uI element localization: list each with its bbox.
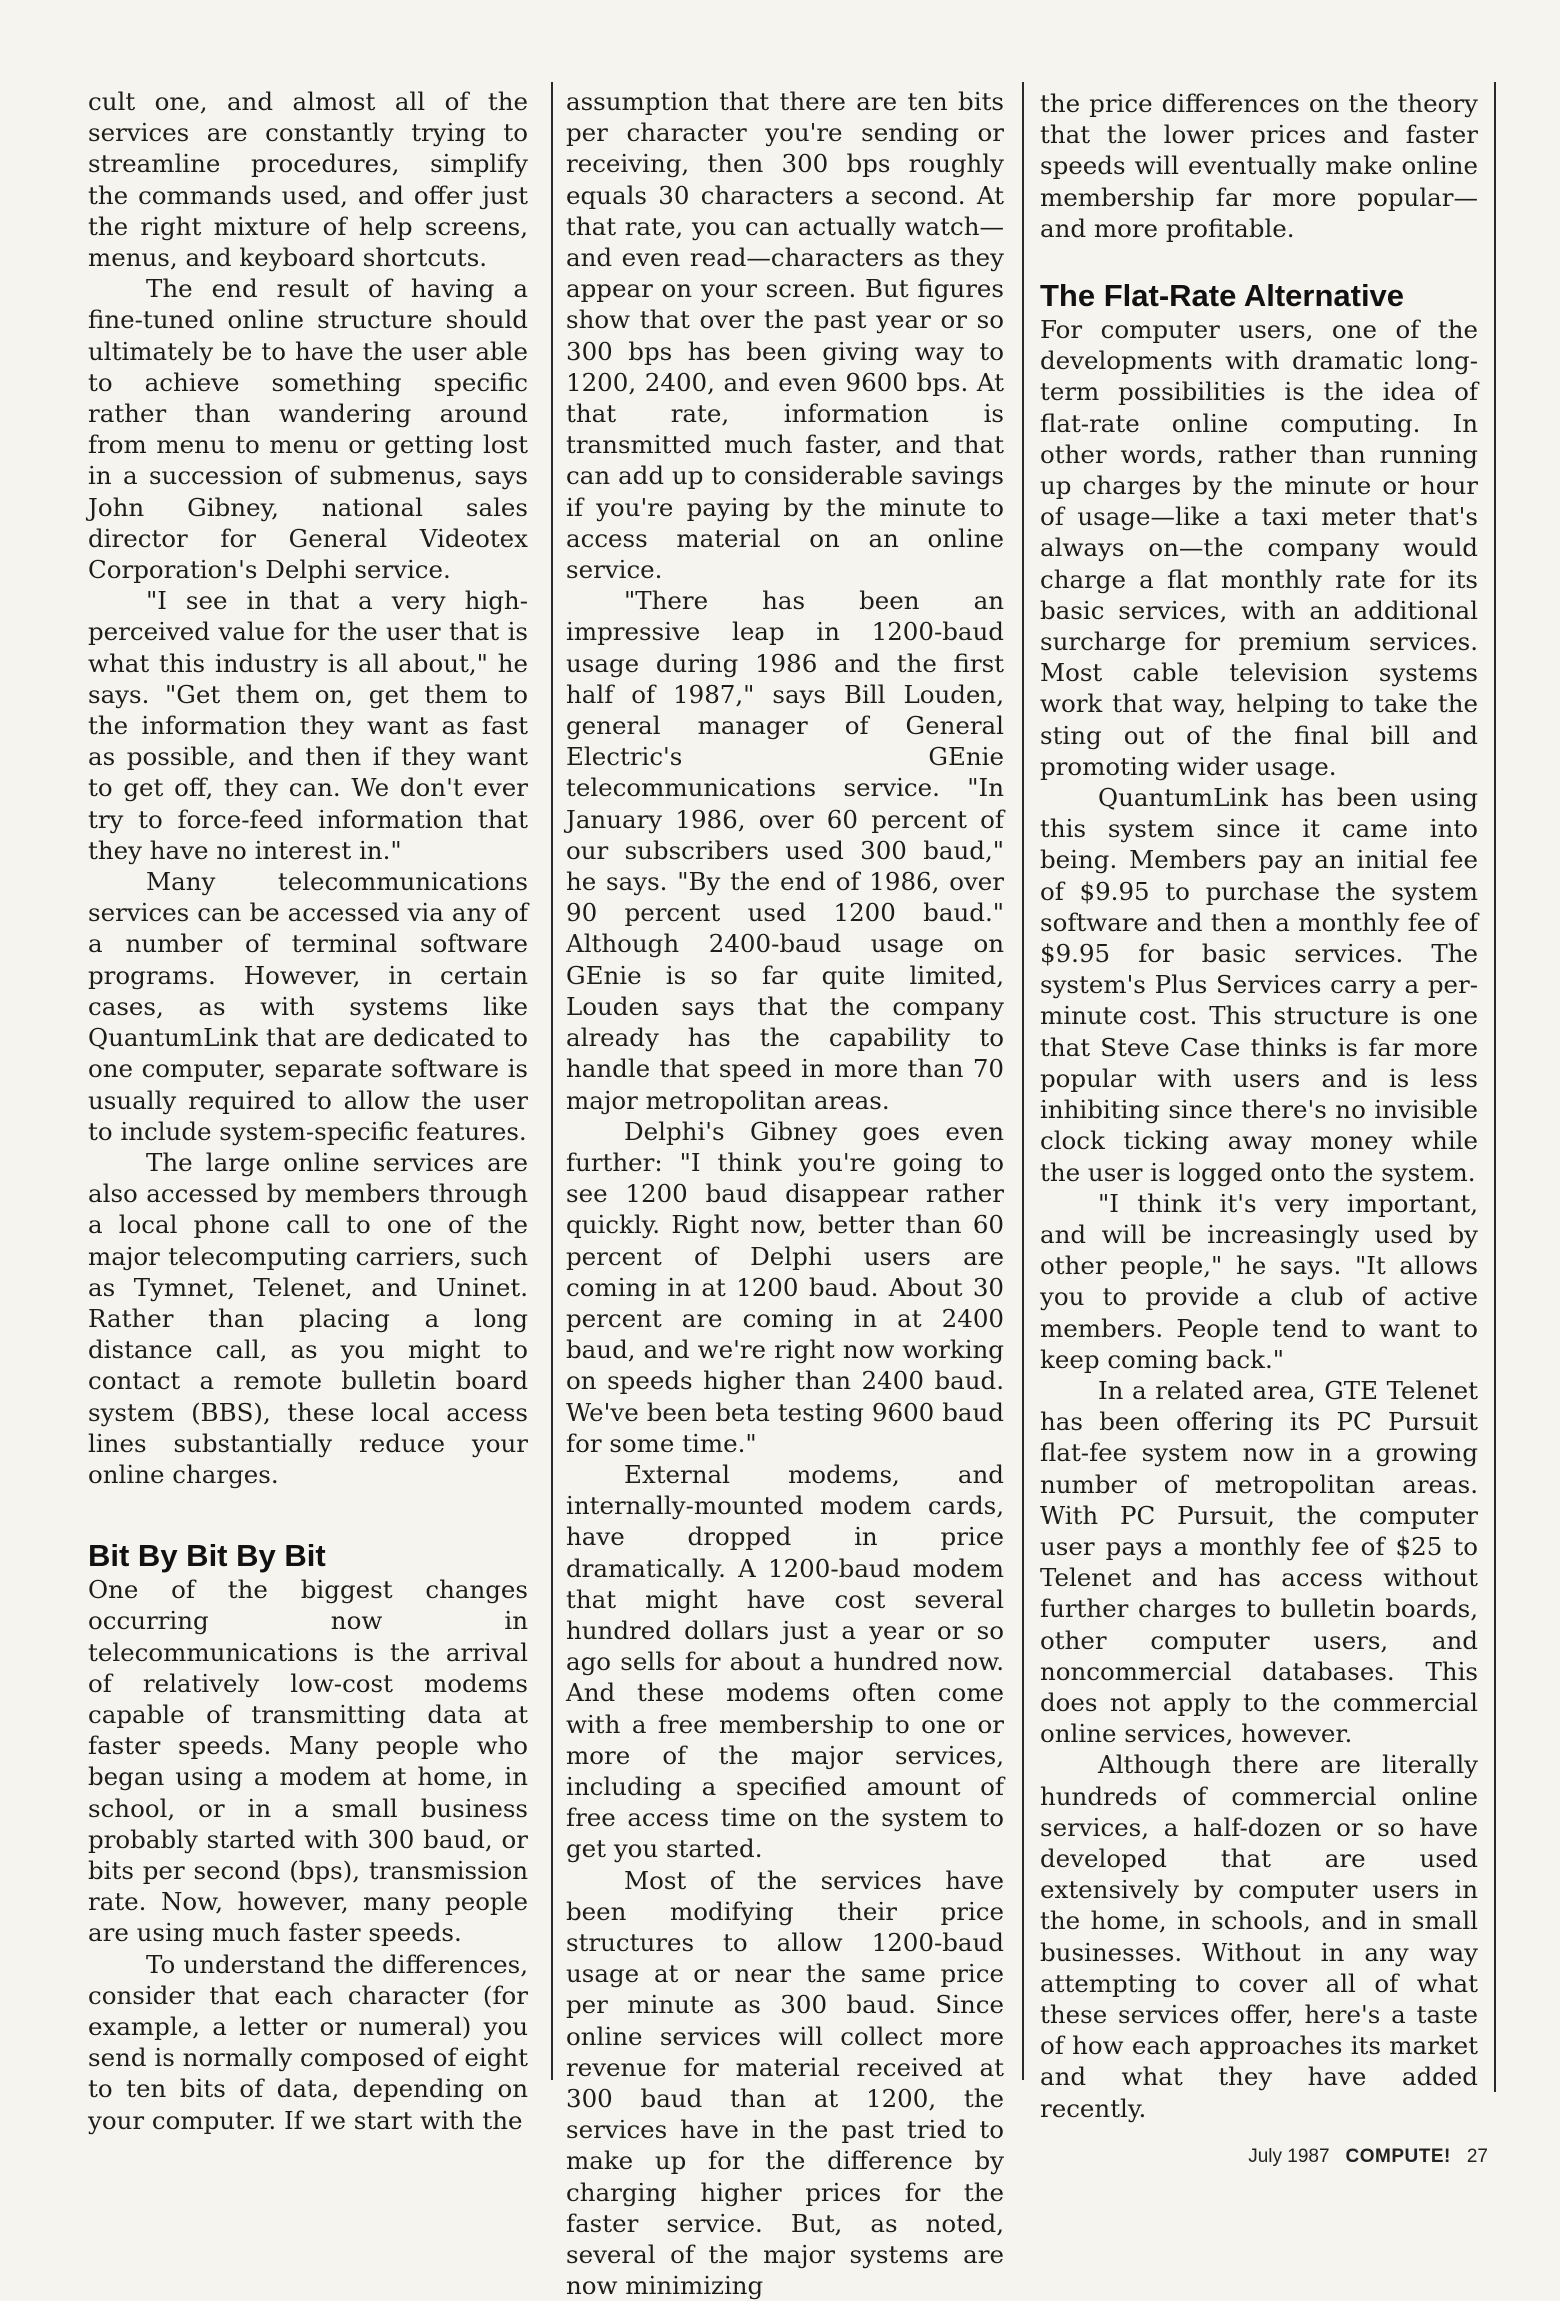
paragraph: For computer users, one of the developments with dramatic long-term possibilities is the idea of flat-rate online computing. In other words, rather than running up charges by the minute or hour of usage—like a taxi meter that's always on—the company would charge a flat monthly rate for its basic services, with an additional surcharge for premium services. Most cable television systems work that way, helping to take the sting out of the final bill and promoting wider usage. bbox=[1040, 315, 1478, 781]
paragraph: One of the biggest changes occurring now in telecommunications is the arrival of relatively low-cost modems capable of transmitting data at faster speeds. Many people who began using a modem at home, in school, or in a small business probably started with 300 baud, or bits per second (bps), transmission rate. Now, however, many people are using much faster speeds. bbox=[88, 1575, 528, 1948]
paragraph: To understand the differences, consider that each character (for example, a letter or numeral) you send is normally composed of eight to ten bits of data, depending on your computer. If we start with the bbox=[88, 1949, 528, 2135]
paragraph: External modems, and internally-mounted modem cards, have dropped in price dramatically. A 1200-baud modem that might have cost several hundred dollars just a year or so ago sells for about a hundred now. And these modems often come with a free membership to one or more of the major services, including a specified amount of free access time on the system to get you started. bbox=[566, 1459, 1004, 1864]
page-edge-rule bbox=[1494, 82, 1496, 2092]
issue-date: July 1987 bbox=[1248, 2146, 1330, 2167]
column-1 bbox=[88, 86, 528, 2136]
paragraph: "There has been an impressive leap in 1200-baud usage during 1986 and the first half of 1987," says Bill Louden, general manager of General Electric's GEnie telecommunications service. "In January 1986, over 60 percent of our subscribers used 300 baud," he says. "By the end of 1986, over 90 percent used 1200 baud." Although 2400-baud usage on GEnie is so far quite limited, Louden says that the company already has the capability to handle that speed in more than 70 major metropolitan areas. bbox=[566, 586, 1004, 1115]
paragraph: QuantumLink has been using this system since it came into being. Members pay an initial fee of $9.95 to purchase the system software and then a monthly fee of $9.95 for basic services. The system's Plus Services carry a per-minute cost. This structure is one that Steve Case thinks is far more popular with users and is less inhibiting since there's no invisible clock ticking away money while the user is logged onto the system. bbox=[1040, 783, 1478, 1187]
paragraph: assumption that there are ten bits per character you're sending or receiving, then 300 bps roughly equals 30 characters a second. At that rate, you can actually watch—and even read—characters as they appear on your screen. But figures show that over the past year or so 300 bps has been giving way to 1200, 2400, and even 9600 bps. At that rate, information is transmitted much faster, and that can add up to considerable savings if you're paying by the minute to access material on an online service. bbox=[566, 87, 1004, 585]
paragraph: "I see in that a very high-perceived value for the user that is what this industry is all about," he says. "Get them on, get them to the information they want as fast as possible, and then if they want to get off, they can. We don't ever try to force-feed information that they have no interest in." bbox=[88, 586, 528, 865]
column-3 bbox=[1040, 88, 1478, 2124]
column-2 bbox=[566, 86, 1004, 2301]
paragraph: Although there are literally hundreds of commercial online services, a half-dozen or so have developed that are used extensively by computer users in the home, in schools, and in small businesses. Without in any way attempting to cover all of what these services offer, here's a taste of how each approaches its market and what they have added recently. bbox=[1040, 1750, 1478, 2123]
paragraph: "I think it's very important, and will be increasingly used by other people," he says. "It allows you to provide a club of active members. People tend to want to keep coming back." bbox=[1040, 1188, 1478, 1374]
page-number: 27 bbox=[1466, 2146, 1488, 2167]
paragraph: The end result of having a fine-tuned online structure should ultimately be to have the user able to achieve something specific rather than wandering around from menu to menu or getting lost in a succession of submenus, says John Gibney, national sales director for General Videotex Corporation's Delphi service. bbox=[88, 274, 528, 585]
page-footer bbox=[1248, 2146, 1488, 2168]
magazine-name: COMPUTE! bbox=[1345, 2146, 1451, 2167]
paragraph: Delphi's Gibney goes even further: "I think you're going to see 1200 baud disappear rather quickly. Right now, better than 60 percent of Delphi users are coming in at 1200 baud. About 30 percent are coming in at 2400 baud, and we're right now working on speeds higher than 2400 baud. We've been beta testing 9600 baud for some time." bbox=[566, 1116, 1004, 1458]
paragraph: Most of the services have been modifying their price structures to allow 1200-baud usage at or near the same price per minute as 300 baud. Since online services will collect more revenue for material received at 300 baud than at 1200, the services have in the past tried to make up for the difference by charging higher prices for the faster service. But, as noted, several of the major systems are now minimizing bbox=[566, 1865, 1004, 2301]
paragraph: the price differences on the theory that the lower prices and faster speeds will eventually make online membership far more popular—and more profitable. bbox=[1040, 89, 1478, 243]
column-divider bbox=[551, 82, 553, 2080]
paragraph: The large online services are also accessed by members through a local phone call to one of the major telecomputing carriers, such as Tymnet, Telenet, and Uninet. Rather than placing a long distance call, as you might to contact a remote bulletin board system (BBS), these local access lines substantially reduce your online charges. bbox=[88, 1147, 528, 1489]
paragraph: cult one, and almost all of the services are constantly trying to streamline procedures, simplify the commands used, and offer just the right mixture of help screens, menus, and keyboard shortcuts. bbox=[88, 87, 528, 273]
paragraph: In a related area, GTE Telenet has been offering its PC Pursuit flat-fee system now in a growing number of metropolitan areas. With PC Pursuit, the computer user pays a monthly fee of $25 to Telenet and has access without further charges to bulletin boards, other computer users, and noncommercial databases. This does not apply to the commercial online services, however. bbox=[1040, 1375, 1478, 1749]
paragraph: Many telecommunications services can be accessed via any of a number of terminal software programs. However, in certain cases, as with systems like QuantumLink that are dedicated to one computer, separate software is usually required to allow the user to include system-specific features. bbox=[88, 867, 528, 1146]
column-divider bbox=[1022, 82, 1024, 2080]
section-heading: Bit By Bit By Bit bbox=[88, 1538, 326, 1574]
section-heading: The Flat-Rate Alternative bbox=[1040, 278, 1405, 314]
